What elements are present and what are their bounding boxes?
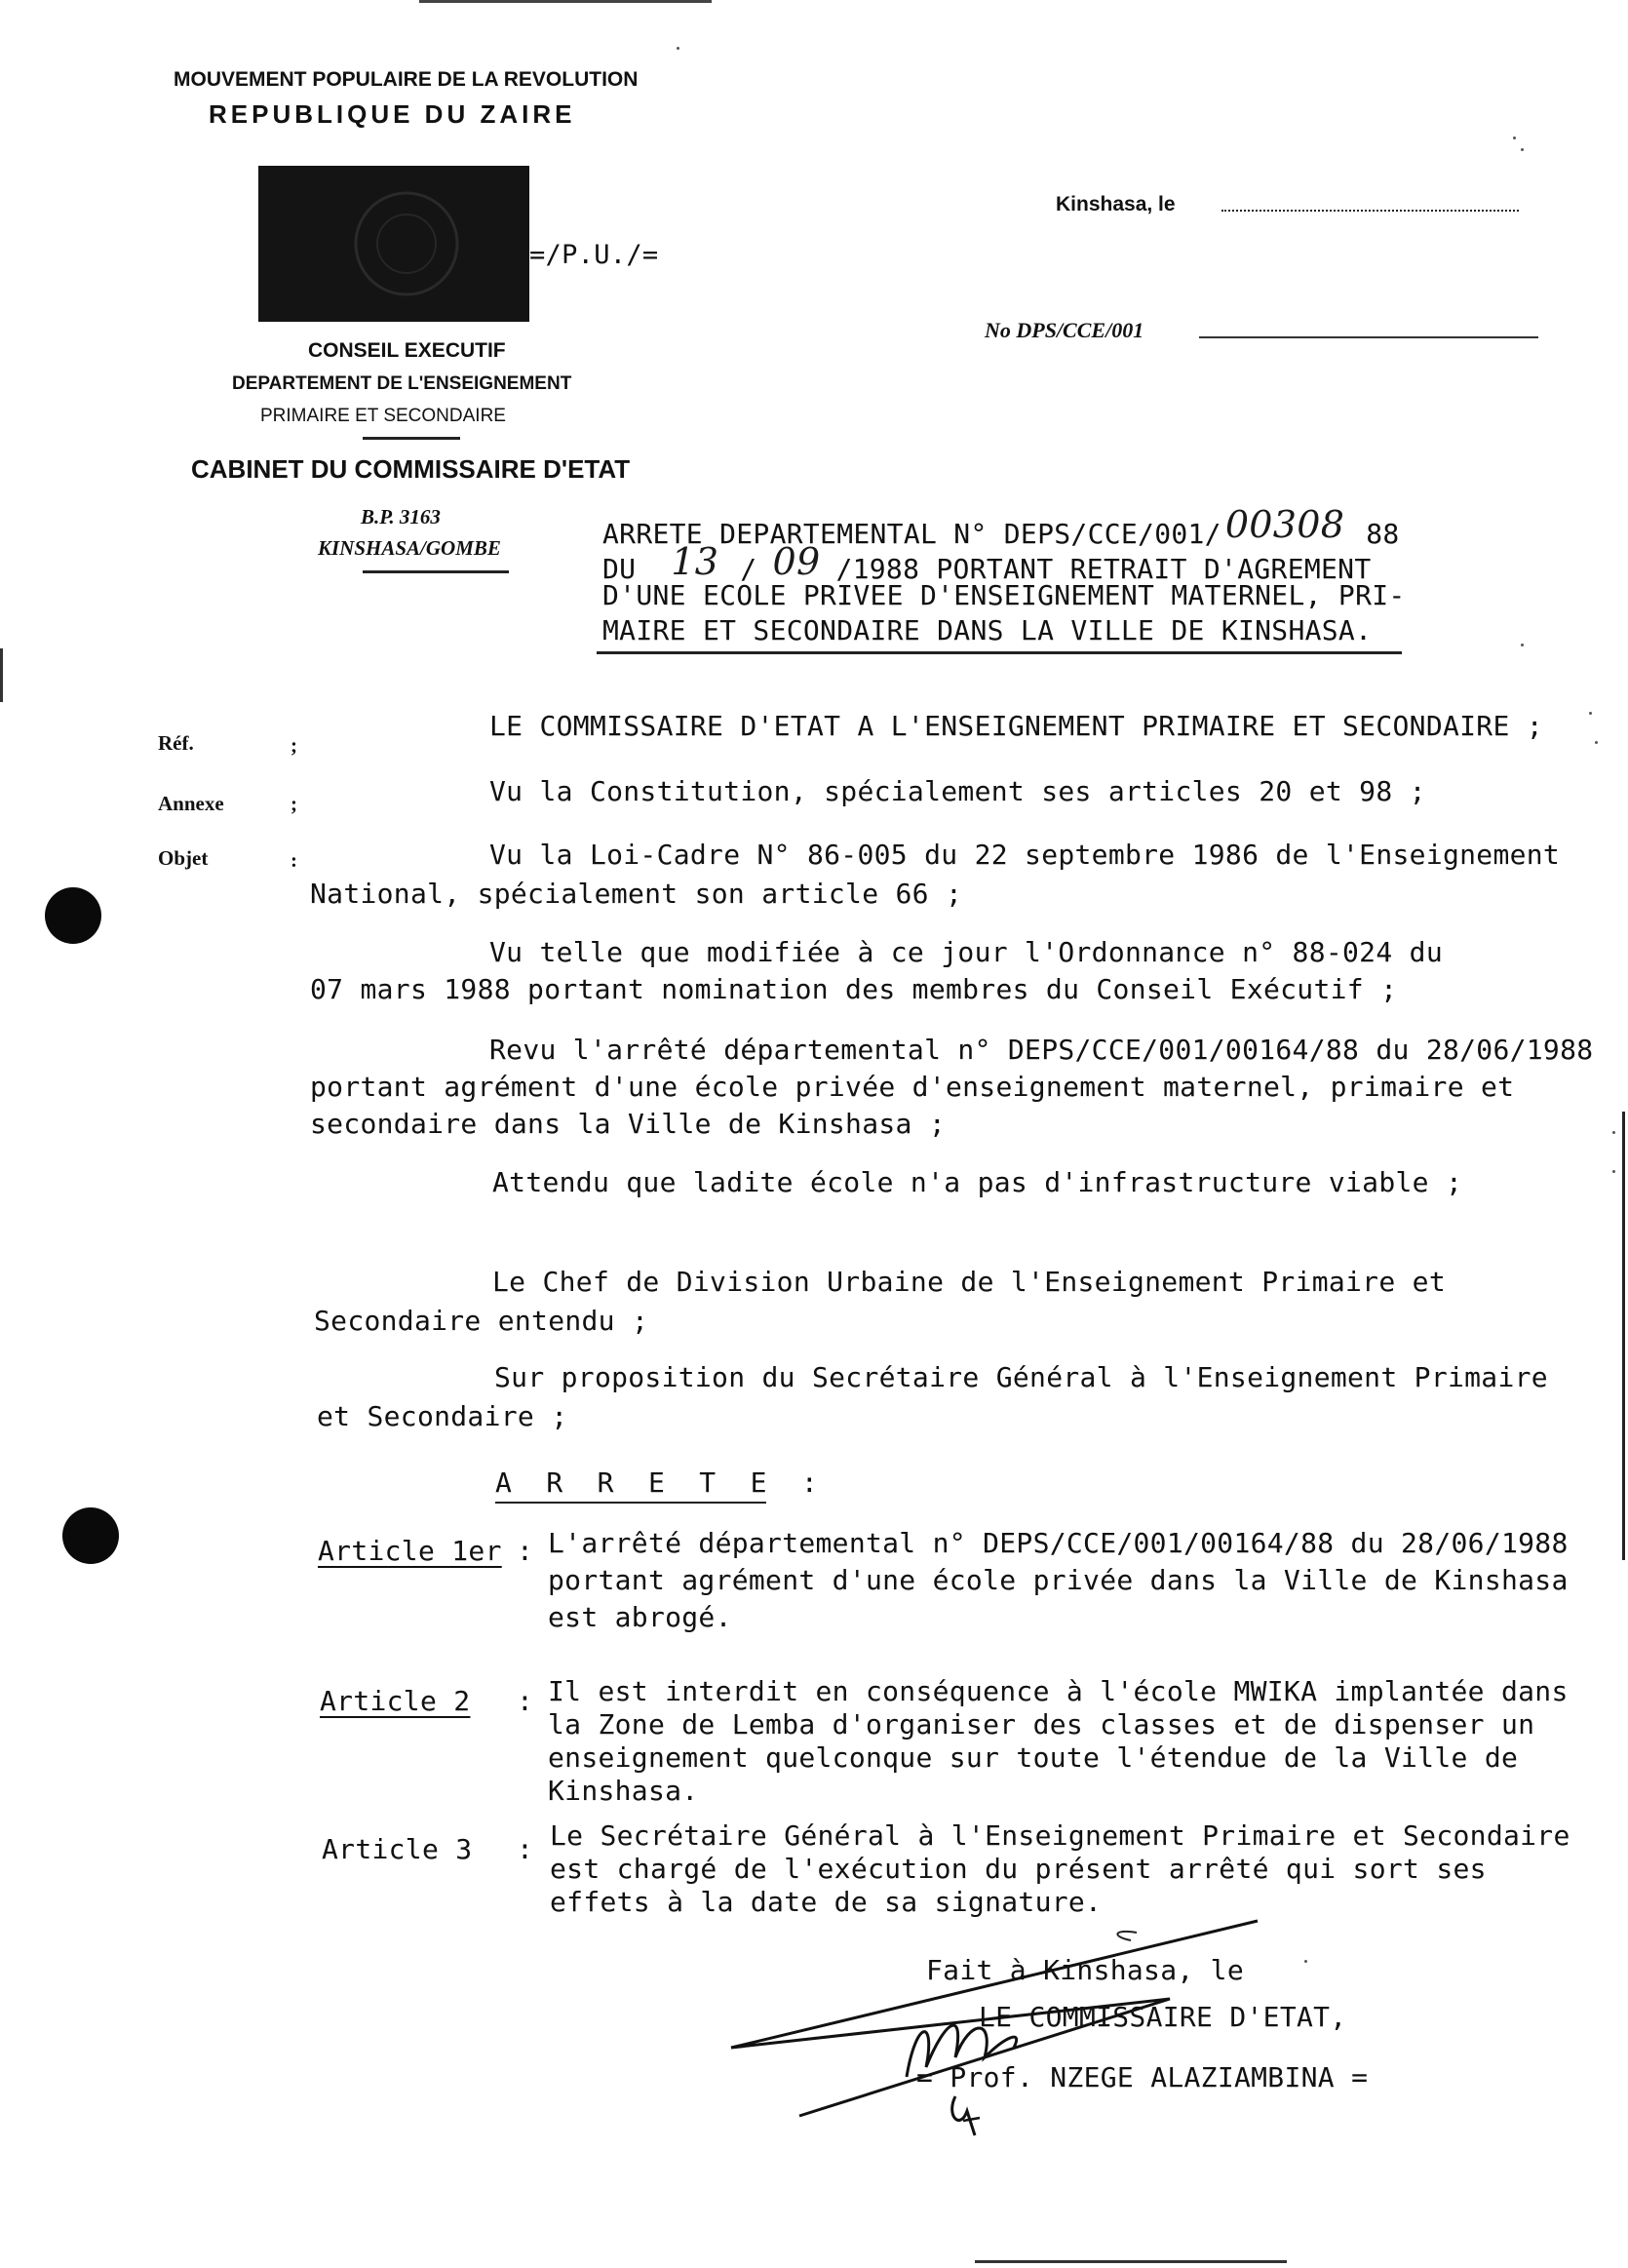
speck (1304, 1960, 1307, 1963)
commissaire-heading: LE COMMISSAIRE D'ETAT A L'ENSEIGNEMENT PRIMAIRE ET SECONDAIRE ; (489, 710, 1543, 742)
objet-colon: : (291, 848, 297, 872)
right-edge-mark (1622, 1112, 1625, 1560)
month-handwritten: 09 (772, 540, 821, 583)
article-1-line-1: L'arrêté départemental n° DEPS/CCE/001/00164/88 du 28/06/1988 (548, 1527, 1569, 1559)
title-slash: / (740, 553, 757, 585)
sur-proposition-1: Sur proposition du Secrétaire Général à l'Enseignement Primaire (494, 1361, 1548, 1393)
title-prefix: ARRETE DEPARTEMENTAL N° DEPS/CCE/001/ (602, 518, 1221, 550)
top-edge-mark (419, 0, 712, 3)
annexe-colon: ; (291, 792, 297, 815)
vu-ordonnance-1: Vu telle que modifiée à ce jour l'Ordonnance n° 88-024 du (489, 936, 1443, 968)
punch-hole-bottom (62, 1507, 119, 1564)
sur-proposition-2: et Secondaire ; (317, 1400, 568, 1432)
vu-loi-cadre-2: National, spécialement son article 66 ; (310, 878, 963, 910)
header-departement: DEPARTEMENT DE L'ENSEIGNEMENT (232, 373, 572, 394)
day-handwritten: 13 (671, 540, 719, 583)
title-line-4: MAIRE ET SECONDAIRE DANS LA VILLE DE KINSHASA. (602, 614, 1373, 646)
ref-label: Réf. (158, 731, 194, 755)
title-du: DU (602, 553, 637, 585)
speck (1589, 712, 1592, 715)
header-cabinet: CABINET DU COMMISSAIRE D'ETAT (191, 454, 631, 484)
article-1-line-3: est abrogé. (548, 1601, 732, 1633)
speck (1521, 644, 1524, 646)
speck (1521, 148, 1524, 151)
title-underline (597, 651, 1402, 654)
article-3-line-1: Le Secrétaire Général à l'Enseignement Primaire et Secondaire (550, 1819, 1570, 1852)
article-2-line-2: la Zone de Lemba d'organiser des classes et de dispenser un (548, 1708, 1535, 1740)
article-1-line-2: portant agrément d'une école privée dans la Ville de Kinshasa (548, 1564, 1569, 1596)
article-2-label: Article 2 (320, 1685, 471, 1717)
title-rest: /1988 PORTANT RETRAIT D'AGREMENT (835, 553, 1372, 585)
bottom-edge-mark (975, 2260, 1287, 2263)
vu-loi-cadre-1: Vu la Loi-Cadre N° 86-005 du 22 septembre 1986 de l'Enseignement (489, 839, 1561, 871)
header-republic: REPUBLIQUE DU ZAIRE (209, 99, 576, 129)
header-pu: =/P.U./= (529, 240, 659, 270)
article-1-colon: : (517, 1535, 534, 1567)
left-edge-mark (0, 648, 3, 702)
annexe-label: Annexe (158, 792, 224, 815)
arrete-heading: A R R E T E : (495, 1466, 819, 1499)
speck (1595, 741, 1598, 744)
ref-colon: ; (291, 733, 297, 757)
article-2-line-4: Kinshasa. (548, 1775, 699, 1807)
header-rule (363, 437, 460, 440)
signatory-name: = Prof. NZEGE ALAZIAMBINA = (916, 2061, 1369, 2093)
title-line-3: D'UNE ECOLE PRIVEE D'ENSEIGNEMENT MATERNEL, PRI- (602, 579, 1406, 611)
decree-number-handwritten: 00308 (1224, 503, 1345, 546)
arrete-underline (495, 1502, 766, 1504)
fait-a: Fait à Kinshasa, le (926, 1954, 1244, 1986)
title-year: 88 (1366, 518, 1400, 550)
speck (1513, 137, 1516, 139)
article-2-colon: : (517, 1685, 534, 1717)
revu-3: secondaire dans la Ville de Kinshasa ; (310, 1108, 946, 1140)
emblem-seal (258, 166, 529, 322)
article-3-line-3: effets à la date de sa signature. (550, 1886, 1103, 1918)
speck (1612, 1170, 1615, 1173)
signature-scribble (712, 1911, 1277, 2155)
reference-line (1199, 336, 1538, 338)
place-date-label: Kinshasa, le (1056, 193, 1176, 215)
signatory-title: LE COMMISSAIRE D'ETAT, (979, 2001, 1347, 2033)
article-2-line-1: Il est interdit en conséquence à l'école MWIKA implantée dans (548, 1675, 1569, 1707)
header-city: KINSHASA/GOMBE (318, 536, 501, 560)
header-bp: B.P. 3163 (361, 505, 441, 528)
attendu: Attendu que ladite école n'a pas d'infrastructure viable ; (492, 1166, 1463, 1198)
chef-division-1: Le Chef de Division Urbaine de l'Enseignement Primaire et (492, 1266, 1446, 1298)
header-conseil: CONSEIL EXECUTIF (308, 339, 506, 362)
revu-1: Revu l'arrêté départemental n° DEPS/CCE/001/00164/88 du 28/06/1988 (489, 1034, 1594, 1066)
header-movement: MOUVEMENT POPULAIRE DE LA REVOLUTION (174, 68, 639, 91)
article-1-label: Article 1er (318, 1535, 502, 1567)
date-dotted-line (1221, 210, 1519, 212)
article-3-colon: : (517, 1833, 534, 1865)
vu-constitution: Vu la Constitution, spécialement ses articles 20 et 98 ; (489, 775, 1426, 807)
emblem-seal-icon (258, 166, 529, 322)
chef-division-2: Secondaire entendu ; (314, 1305, 649, 1337)
objet-label: Objet (158, 846, 209, 870)
article-3-label: Article 3 (322, 1833, 473, 1865)
revu-2: portant agrément d'une école privée d'enseignement maternel, primaire et (310, 1071, 1515, 1103)
reference-number: No DPS/CCE/001 (985, 318, 1144, 342)
article-2-line-3: enseignement quelconque sur toute l'étendue de la Ville de (548, 1741, 1519, 1774)
city-rule (363, 570, 509, 573)
vu-ordonnance-2: 07 mars 1988 portant nomination des membres du Conseil Exécutif ; (310, 973, 1398, 1005)
speck (1612, 1131, 1615, 1134)
punch-hole-top (45, 887, 101, 944)
article-3-line-2: est chargé de l'exécution du présent arrêté qui sort ses (550, 1853, 1487, 1885)
header-primaire: PRIMAIRE ET SECONDAIRE (260, 406, 506, 426)
speck (677, 47, 679, 50)
